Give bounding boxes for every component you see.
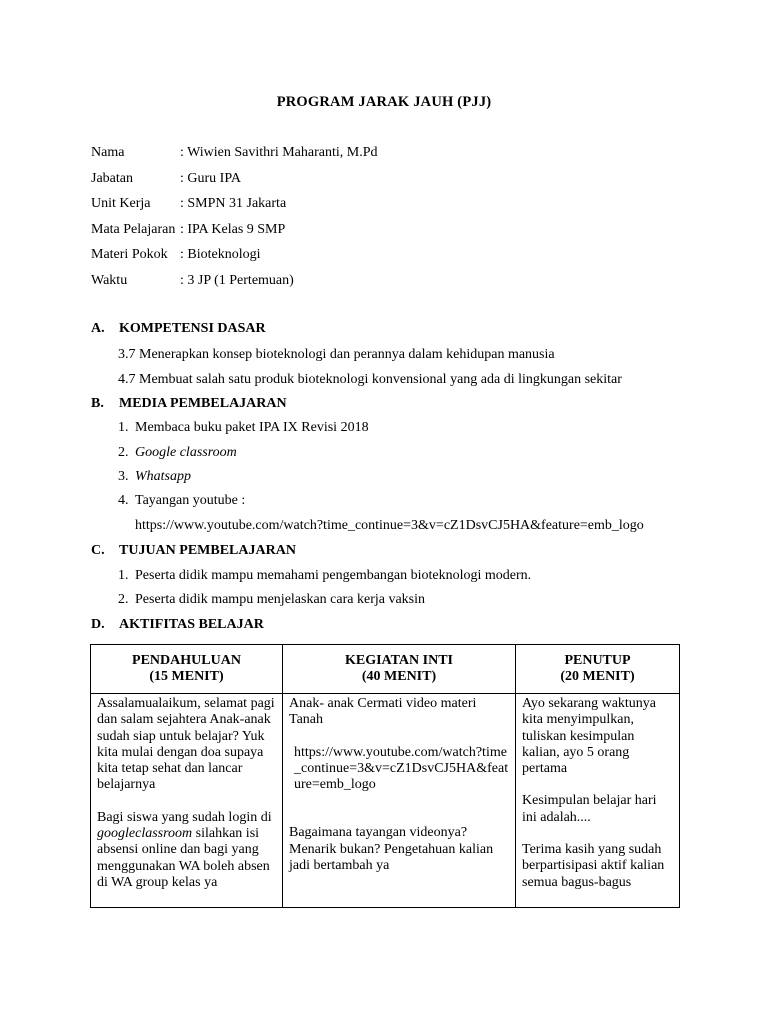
- section-title: KOMPETENSI DASAR: [119, 321, 266, 336]
- cell-paragraph: Ayo sekarang waktunya kita menyimpulkan, tuliskan kesimpulan kalian, ayo 5 orang pertama: [522, 696, 657, 777]
- media-item: [118, 420, 369, 436]
- cell-paragraph: Kesimpulan belajar hari ini adalah....: [522, 793, 657, 825]
- document-title: PROGRAM JARAK JAUH (PJJ): [276, 94, 492, 110]
- media-item: [118, 469, 191, 485]
- info-label: Nama: [91, 145, 125, 160]
- section-heading-d: [91, 617, 264, 633]
- header-kegiatan-inti: [283, 645, 516, 694]
- header-duration: (40 MENIT): [361, 669, 437, 684]
- list-text: Tayangan youtube :: [135, 493, 246, 508]
- info-value: : Guru IPA: [180, 170, 241, 186]
- activity-table: [90, 644, 680, 908]
- header-duration: (20 MENIT): [560, 669, 635, 684]
- list-number: 4.: [118, 493, 129, 508]
- info-value: : SMPN 31 Jakarta: [180, 196, 287, 211]
- info-value: : Bioteknologi: [180, 247, 261, 262]
- info-row-materi-pokok: [91, 245, 378, 271]
- info-label: Unit Kerja: [91, 196, 151, 211]
- list-number: 2.: [118, 445, 129, 460]
- section-letter: C.: [91, 543, 105, 558]
- list-text: Membaca buku paket IPA IX Revisi 2018: [135, 420, 369, 435]
- cell-pendahuluan: [91, 694, 283, 908]
- media-item: [118, 493, 245, 509]
- identity-block: [91, 143, 378, 296]
- info-value: : IPA Kelas 9 SMP: [180, 221, 286, 237]
- list-text: Google classroom: [135, 445, 237, 460]
- header-penutup: [516, 645, 680, 694]
- info-value: : Wiwien Savithri Maharanti, M.Pd: [180, 145, 378, 160]
- section-heading-c: [91, 543, 296, 559]
- info-row-jabatan: [91, 169, 378, 195]
- kd-item-3-7: 3.7 Menerapkan konsep bioteknologi dan perannya dalam kehidupan manusia: [118, 347, 555, 362]
- header-line: KEGIATAN INTI: [344, 652, 453, 668]
- header-line: PENUTUP: [564, 652, 631, 668]
- cell-paragraph: Anak- anak Cermati video materi Tanah: [289, 696, 477, 728]
- list-text: Peserta didik mampu menjelaskan cara kerja vaksin: [135, 592, 426, 607]
- table-header-row: [91, 645, 680, 694]
- cell-paragraph: Bagaimana tayangan videonya? Menarik bukan? Pengetahuan kalian jadi bertambah ya: [289, 825, 494, 874]
- text-run: Bagi siswa yang sudah login di: [97, 809, 272, 825]
- section-letter: B.: [91, 396, 104, 411]
- section-heading-a: [91, 321, 266, 337]
- header-pendahuluan: [91, 645, 283, 694]
- media-item: [118, 445, 237, 461]
- table-row: [91, 694, 680, 908]
- goal-item: [118, 592, 425, 608]
- list-number: 1.: [118, 568, 129, 583]
- section-letter: D.: [91, 617, 105, 632]
- list-text: Whatsapp: [135, 469, 191, 484]
- cell-paragraph: Terima kasih yang sudah berpartisipasi aktif kalian semua bagus-bagus: [522, 842, 665, 890]
- info-row-unit-kerja: [91, 194, 378, 220]
- list-text: Peserta didik mampu memahami pengembangan bioteknologi modern.: [135, 568, 532, 583]
- info-label: Mata Pelajaran: [91, 221, 176, 237]
- info-label: Waktu: [91, 272, 128, 288]
- list-number: 1.: [118, 420, 129, 435]
- cell-penutup: [516, 694, 680, 908]
- cell-kegiatan-inti: [283, 694, 516, 908]
- section-letter: A.: [91, 321, 105, 336]
- info-row-mata-pelajaran: [91, 220, 378, 246]
- section-title: AKTIFITAS BELAJAR: [119, 617, 264, 632]
- text-run: silahkan isi absensi online dan bagi yang menggunakan WA boleh absen di WA group kelas ya: [97, 826, 270, 890]
- cell-paragraph: Assalamualaikum, selamat pagi dan salam sejahtera Anak-anak sudah siap untuk belajar? Yuk kita mulai dengan doa supaya kita tetap sehat dan lancar belajarnya: [97, 696, 275, 793]
- googleclassroom-term: googleclassroom: [97, 826, 193, 842]
- video-link[interactable]: https://www.youtube.com/watch?time_continue=3&v=cZ1DsvCJ5HA&feature=emb_logo: [294, 744, 509, 793]
- header-line: PENDAHULUAN: [132, 652, 241, 668]
- section-title: TUJUAN PEMBELAJARAN: [119, 543, 296, 558]
- info-row-nama: [91, 143, 378, 169]
- kd-item-4-7: 4.7 Membuat salah satu produk bioteknologi konvensional yang ada di lingkungan sekitar: [118, 372, 622, 387]
- goal-item: [118, 568, 531, 584]
- info-row-waktu: [91, 271, 378, 297]
- info-label: Materi Pokok: [91, 247, 168, 262]
- youtube-link[interactable]: https://www.youtube.com/watch?time_continue=3&v=cZ1DsvCJ5HA&feature=emb_logo: [135, 518, 644, 533]
- cell-paragraph: [97, 810, 276, 891]
- section-heading-b: [91, 396, 287, 412]
- header-duration: (15 MENIT): [149, 669, 224, 684]
- list-number: 3.: [118, 469, 129, 484]
- list-number: 2.: [118, 592, 129, 607]
- info-label: Jabatan: [91, 170, 133, 186]
- section-title: MEDIA PEMBELAJARAN: [119, 396, 287, 411]
- info-value: : 3 JP (1 Pertemuan): [180, 272, 294, 288]
